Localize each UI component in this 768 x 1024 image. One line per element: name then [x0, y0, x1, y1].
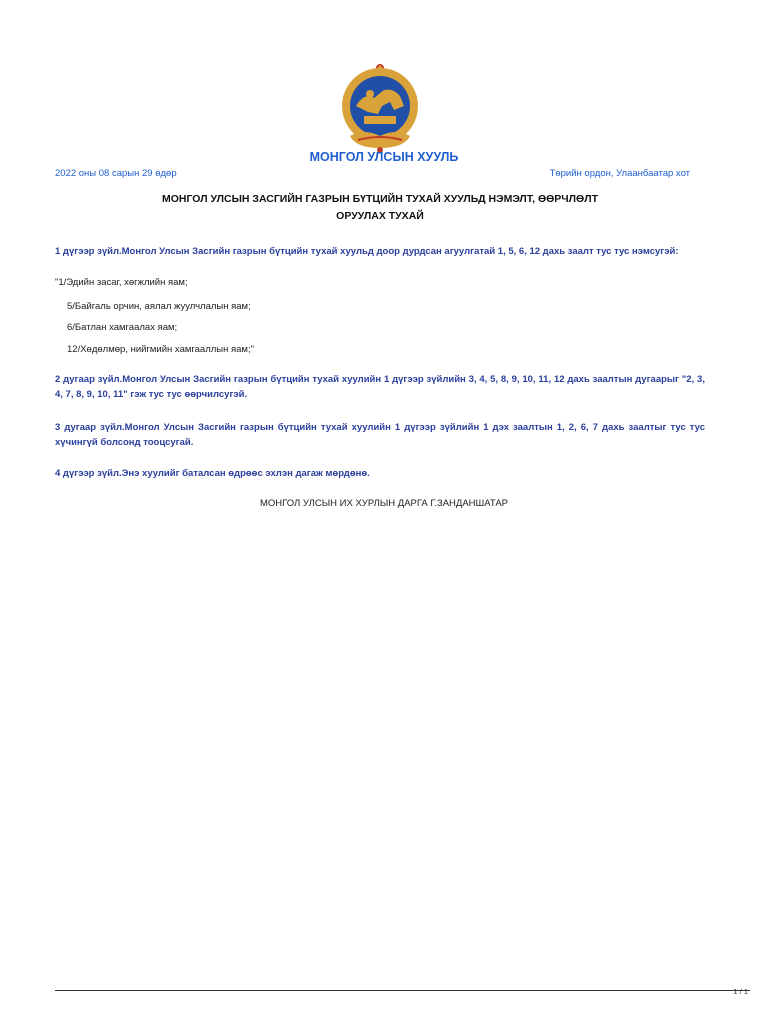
signature-line: МОНГОЛ УЛСЫН ИХ ХУРЛЫН ДАРГА Г.ЗАНДАНШАТАР: [259, 498, 509, 509]
page-number: 1 / 1: [733, 987, 748, 996]
article-2: 2 дугаар зүйл.Монгол Улсын Засгийн газрын бүтцийн тухай хуулийн 1 дүгээр зүйлийн 3, 4, 5, 8, 9, 10, 11, 12 дахь заалтын дугаарыг "2, 3, 4, 7, 8, 9, 10, 11" гэж тус тус өөрчилсугэй.: [55, 374, 705, 400]
state-emblem-icon: [334, 62, 426, 156]
article-4: 4 дүгээр зүйл.Энэ хуулийг баталсан өдрөөс эхлэн дагаж мөрдөнө.: [55, 468, 370, 479]
article-1: 1 дүгээр зүйл.Монгол Улсын Засгийн газрын бүтцийн тухай хуульд доор дурдсан агуулгатай 1, 5, 6, 12 дахь заалт тус тус нэмсугэй:: [55, 246, 679, 257]
enactment-place: Төрийн ордон, Улаанбаатар хот: [549, 168, 690, 179]
article-1-item: 6/Батлан хамгаалах яам;: [67, 322, 178, 333]
law-title: МОНГОЛ УЛСЫН ХУУЛЬ: [309, 150, 459, 164]
footer-divider: [55, 990, 750, 991]
document-heading-line-2: ОРУУЛАХ ТУХАЙ: [336, 210, 424, 222]
article-3: 3 дугаар зүйл.Монгол Улсын Засгийн газрын бүтцийн тухай хуулийн 1 дүгээр зүйлийн 1 дэх заалтын 1, 2, 6, 7 дахь заалтыг тус тус хүчингүй болсонд тооцсугай.: [55, 422, 705, 448]
article-1-item: 5/Байгаль орчин, аялал жуулчлалын яам;: [67, 301, 251, 312]
document-heading: [100, 191, 660, 225]
document-heading-line-1: МОНГОЛ УЛСЫН ЗАСГИЙН ГАЗРЫН БҮТЦИЙН ТУХАЙ ХУУЛЬД НЭМЭЛТ, ӨӨРЧЛӨЛТ: [162, 193, 598, 205]
article-1-item: "1/Эдийн засаг, хөгжлийн яам;: [55, 277, 188, 288]
article-1-item: 12/Хөдөлмөр, нийгмийн хамгааллын яам;": [67, 344, 254, 355]
enactment-date: 2022 оны 08 сарын 29 өдөр: [55, 168, 177, 179]
